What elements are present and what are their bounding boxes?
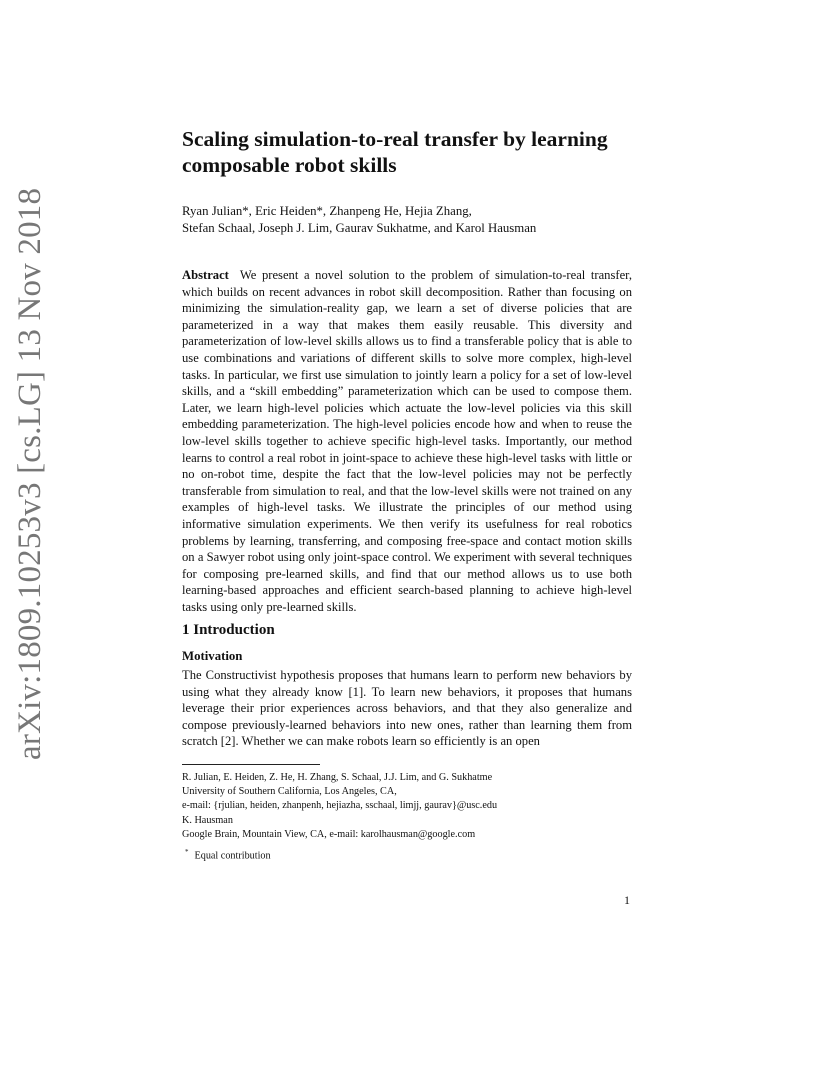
introduction-paragraph: The Constructivist hypothesis proposes that humans learn to perform new behaviors by using what they already know [1]. To learn new behaviors, it proposes that humans leverage their prior experiences across behaviors, and that they also generalize and compose previously-learned behaviors into new ones, rather than learning them from scratch [2]. Whether we can make robots learn so efficiently is an open bbox=[182, 668, 632, 749]
author-list bbox=[182, 203, 642, 237]
title-line-1: Scaling simulation-to-real transfer by learning bbox=[182, 127, 608, 151]
abstract-label: Abstract bbox=[182, 268, 229, 282]
footnote-line: Google Brain, Mountain View, CA, e-mail: karolhausman@google.com bbox=[182, 828, 476, 840]
paper-title bbox=[182, 126, 662, 178]
affiliation-footnote bbox=[182, 771, 642, 842]
title-line-2: composable robot skills bbox=[182, 153, 397, 177]
equal-contribution-mark: * bbox=[185, 848, 189, 856]
footnote-line: R. Julian, E. Heiden, Z. He, H. Zhang, S. Schaal, J.J. Lim, and G. Sukhatme bbox=[182, 772, 493, 783]
equal-contribution-text: Equal contribution bbox=[194, 850, 271, 862]
footnote-line: University of Southern California, Los Angeles, CA, bbox=[182, 786, 397, 798]
footnote-line: K. Hausman bbox=[182, 814, 233, 826]
authors-line-1: Ryan Julian*, Eric Heiden*, Zhanpeng He, Hejia Zhang, bbox=[182, 204, 472, 218]
arxiv-side-stamp: arXiv:1809.10253v3 [cs.LG] 13 Nov 2018 bbox=[12, 187, 48, 760]
equal-contribution-note bbox=[185, 848, 271, 861]
abstract-text: We present a novel solution to the problem of simulation-to-real transfer, which builds on recent advances in robot skill decomposition. Rather than focusing on minimizing the simulation-reality gap, we learn a set of diverse policies that are parameterized in a way that makes them easily reusable. This diversity and parameterization of low-level skills allows us to find a transferable policy that is able to use combinations and variations of different skills to solve more complex, high-level tasks. In particular, we first use simulation to jointly learn a policy for a set of low-level skills, and a “skill embedding” parameterization which can be used to compose them. Later, we learn high-level policies which actuate the low-level policies via this skill embedding parameterization. The high-level policies encode how and when to reuse the low-level skills together to achieve specific high-level tasks. Importantly, our method learns to control a real robot in joint-space to achieve these high-level tasks with little or no on-robot time, despite the fact that the low-level policies may not be perfectly transferable from simulation to real, and that the low-level skills were not trained on any examples of high-level tasks. We illustrate the principles of our method using informative simulation experiments. We then verify its usefulness for real robotics problems by learning, transferring, and composing free-space and contact motion skills on a Sawyer robot using only joint-space control. We experiment with several techniques for composing pre-learned skills, and find that our method allows us to use both learning-based approaches and efficient search-based planning to achieve high-level tasks using only pre-learned skills. bbox=[182, 268, 632, 614]
footnote-line: e-mail: {rjulian, heiden, zhanpenh, hejiazha, sschaal, limjj, gaurav}@usc.edu bbox=[182, 800, 498, 812]
subsection-heading-motivation: Motivation bbox=[182, 649, 243, 663]
authors-line-2: Stefan Schaal, Joseph J. Lim, Gaurav Sukhatme, and Karol Hausman bbox=[182, 221, 537, 235]
footnote-divider bbox=[182, 764, 320, 765]
abstract bbox=[182, 267, 632, 615]
page-number: 1 bbox=[624, 893, 630, 907]
section-heading-introduction: 1 Introduction bbox=[182, 622, 275, 638]
